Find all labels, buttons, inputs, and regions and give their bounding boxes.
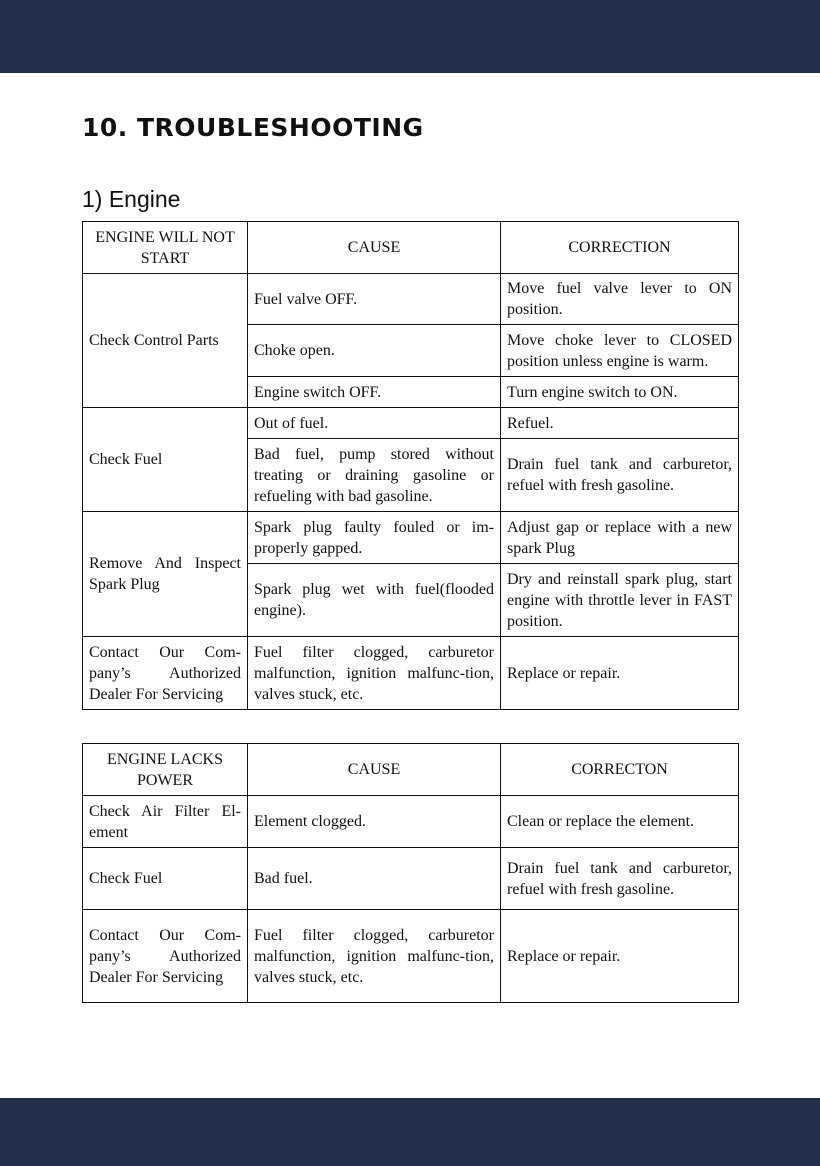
section-title: 1) Engine bbox=[82, 186, 181, 212]
check-cell: Contact Our Com-pany’s Authorized Dealer For Servicing bbox=[83, 910, 248, 1003]
cause-cell: Element clogged. bbox=[248, 796, 501, 848]
column-header-cause: CAUSE bbox=[248, 744, 501, 796]
table-row bbox=[83, 274, 739, 325]
page-title: 10. TROUBLESHOOTING bbox=[82, 113, 424, 142]
table-header-row bbox=[83, 222, 739, 274]
correction-cell: Move choke lever to CLOSED position unless engine is warm. bbox=[501, 325, 739, 377]
table-row bbox=[83, 910, 739, 1003]
column-header-correction: CORRECTON bbox=[501, 744, 739, 796]
table-row bbox=[83, 512, 739, 564]
cause-cell: Bad fuel. bbox=[248, 848, 501, 910]
table-row bbox=[83, 637, 739, 710]
correction-cell: Drain fuel tank and carburetor, refuel with fresh gasoline. bbox=[501, 439, 739, 512]
correction-cell: Adjust gap or replace with a new spark Plug bbox=[501, 512, 739, 564]
correction-cell: Dry and reinstall spark plug, start engine with throttle lever in FAST position. bbox=[501, 564, 739, 637]
engine-will-not-start-table bbox=[82, 221, 739, 710]
check-cell: Check Fuel bbox=[83, 848, 248, 910]
cause-cell: Engine switch OFF. bbox=[248, 377, 501, 408]
check-cell: Check Control Parts bbox=[83, 274, 248, 408]
footer-band bbox=[0, 1098, 820, 1166]
column-header-symptom: ENGINE LACKS POWER bbox=[83, 744, 248, 796]
table-row bbox=[83, 796, 739, 848]
correction-cell: Refuel. bbox=[501, 408, 739, 439]
correction-cell: Move fuel valve lever to ON position. bbox=[501, 274, 739, 325]
header-band bbox=[0, 0, 820, 73]
check-cell: Remove And Inspect Spark Plug bbox=[83, 512, 248, 637]
check-cell: Check Air Filter El-ement bbox=[83, 796, 248, 848]
correction-cell: Turn engine switch to ON. bbox=[501, 377, 739, 408]
cause-cell: Fuel filter clogged, carburetor malfunction, ignition malfunc-tion, valves stuck, etc. bbox=[248, 910, 501, 1003]
table-row bbox=[83, 848, 739, 910]
cause-cell: Spark plug wet with fuel(flooded engine). bbox=[248, 564, 501, 637]
cause-cell: Spark plug faulty fouled or im-properly gapped. bbox=[248, 512, 501, 564]
cause-cell: Fuel filter clogged, carburetor malfunction, ignition malfunc-tion, valves stuck, etc. bbox=[248, 637, 501, 710]
correction-cell: Replace or repair. bbox=[501, 910, 739, 1003]
engine-lacks-power-table bbox=[82, 743, 739, 1003]
table-header-row bbox=[83, 744, 739, 796]
cause-cell: Fuel valve OFF. bbox=[248, 274, 501, 325]
column-header-symptom: ENGINE WILL NOT START bbox=[83, 222, 248, 274]
cause-cell: Bad fuel, pump stored without treating or draining gasoline or refueling with bad gasoline. bbox=[248, 439, 501, 512]
check-cell: Check Fuel bbox=[83, 408, 248, 512]
cause-cell: Out of fuel. bbox=[248, 408, 501, 439]
correction-cell: Replace or repair. bbox=[501, 637, 739, 710]
table-row bbox=[83, 408, 739, 439]
check-cell: Contact Our Com-pany’s Authorized Dealer For Servicing bbox=[83, 637, 248, 710]
column-header-correction: CORRECTION bbox=[501, 222, 739, 274]
correction-cell: Clean or replace the element. bbox=[501, 796, 739, 848]
correction-cell: Drain fuel tank and carburetor, refuel with fresh gasoline. bbox=[501, 848, 739, 910]
column-header-cause: CAUSE bbox=[248, 222, 501, 274]
cause-cell: Choke open. bbox=[248, 325, 501, 377]
